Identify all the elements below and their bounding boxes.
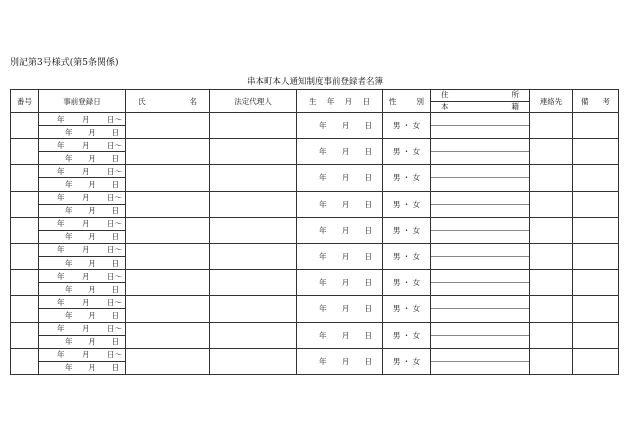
birth-year-label: 年 — [319, 225, 327, 235]
cell-legal-representative[interactable] — [210, 113, 297, 139]
cell-contact[interactable] — [530, 191, 573, 217]
cell-legal-representative[interactable] — [210, 270, 297, 296]
cell-number[interactable] — [11, 348, 39, 374]
birth-year-label: 年 — [319, 147, 327, 157]
cell-address-domicile[interactable] — [431, 270, 530, 296]
cell-legal-representative[interactable] — [210, 191, 297, 217]
birth-month-label: 月 — [341, 147, 350, 157]
header-address-1: 所 — [511, 90, 519, 100]
birth-month-label: 月 — [341, 173, 350, 183]
header-address-domicile — [431, 90, 530, 113]
date-month-label: 月 — [82, 166, 90, 176]
birth-day-label: 日 — [364, 225, 372, 235]
header-sex — [383, 90, 431, 113]
registry-rows — [11, 113, 619, 375]
cell-number[interactable] — [11, 165, 39, 191]
cell-registration-from[interactable] — [39, 139, 126, 152]
cell-contact[interactable] — [530, 322, 573, 348]
header-remarks-1: 考 — [602, 96, 610, 106]
cell-domicile[interactable] — [431, 362, 529, 374]
cell-legal-representative[interactable] — [210, 139, 297, 165]
table-row — [11, 296, 619, 309]
birth-day-label: 日 — [364, 278, 372, 288]
birth-year-label: 年 — [319, 304, 327, 314]
cell-number[interactable] — [11, 296, 39, 322]
birth-year-label: 年 — [319, 278, 327, 288]
cell-name[interactable] — [126, 243, 210, 269]
date-day-label: 日 — [111, 258, 119, 268]
date-day-label: 日 — [111, 232, 119, 242]
cell-address[interactable] — [431, 218, 529, 231]
cell-name[interactable] — [126, 296, 210, 322]
date-year-label: 年 — [65, 363, 73, 373]
cell-remarks[interactable] — [573, 243, 619, 269]
date-month-label: 月 — [88, 153, 96, 163]
cell-number[interactable] — [11, 191, 39, 217]
cell-registration-to[interactable] — [39, 178, 126, 191]
cell-address[interactable] — [431, 323, 529, 336]
cell-remarks[interactable] — [573, 296, 619, 322]
birth-month-label: 月 — [341, 356, 350, 366]
table-row — [11, 165, 619, 178]
cell-legal-representative[interactable] — [210, 217, 297, 243]
cell-registration-to[interactable] — [39, 204, 126, 217]
birth-month-label: 月 — [341, 252, 350, 262]
header-birth-2: 月 — [344, 96, 353, 106]
date-year-label: 年 — [65, 284, 73, 294]
cell-address-domicile[interactable] — [431, 243, 530, 269]
birth-year-label: 年 — [319, 173, 327, 183]
cell-sex[interactable]: 男 ・ 女 — [383, 139, 431, 165]
date-day-from-label: 日〜 — [107, 219, 122, 229]
birth-day-label: 日 — [364, 121, 372, 131]
birth-day-label: 日 — [364, 252, 372, 262]
cell-contact[interactable] — [530, 165, 573, 191]
birth-day-label: 日 — [364, 304, 372, 314]
date-month-label: 月 — [88, 284, 96, 294]
cell-registration-to[interactable] — [39, 152, 126, 165]
cell-sex[interactable]: 男 ・ 女 — [383, 296, 431, 322]
cell-sex[interactable]: 男 ・ 女 — [383, 113, 431, 139]
date-year-label: 年 — [57, 271, 65, 281]
cell-name[interactable] — [126, 270, 210, 296]
cell-number[interactable] — [11, 139, 39, 165]
date-day-from-label: 日〜 — [107, 166, 122, 176]
table-row — [11, 270, 619, 283]
birth-month-label: 月 — [341, 304, 350, 314]
cell-sex[interactable]: 男 ・ 女 — [383, 348, 431, 374]
date-day-label: 日 — [111, 284, 119, 294]
cell-contact[interactable] — [530, 270, 573, 296]
header-birth-1: 年 — [326, 96, 335, 106]
header-name — [126, 90, 210, 113]
date-year-label: 年 — [65, 232, 73, 242]
cell-remarks[interactable] — [573, 113, 619, 139]
form-label: 別記第3号様式(第5条関係) — [10, 58, 119, 68]
cell-registration-to[interactable] — [39, 230, 126, 243]
cell-birth-date[interactable] — [297, 243, 383, 269]
date-year-label: 年 — [57, 350, 65, 360]
cell-remarks[interactable] — [573, 165, 619, 191]
cell-registration-from[interactable] — [39, 113, 126, 126]
date-month-label: 月 — [82, 324, 90, 334]
cell-domicile[interactable] — [431, 336, 529, 348]
registry-table — [10, 89, 619, 375]
birth-month-label: 月 — [341, 121, 350, 131]
birth-year-label: 年 — [319, 330, 327, 340]
cell-address[interactable] — [431, 140, 529, 153]
cell-registration-to[interactable] — [39, 361, 126, 374]
date-year-label: 年 — [57, 140, 65, 150]
birth-day-label: 日 — [364, 147, 372, 157]
date-day-from-label: 日〜 — [107, 193, 122, 203]
birth-month-label: 月 — [341, 330, 350, 340]
date-year-label: 年 — [57, 219, 65, 229]
cell-sex[interactable]: 男 ・ 女 — [383, 165, 431, 191]
cell-name[interactable] — [126, 322, 210, 348]
table-row — [11, 348, 619, 361]
date-year-label: 年 — [65, 206, 73, 216]
cell-birth-date[interactable] — [297, 113, 383, 139]
cell-domicile[interactable] — [431, 126, 529, 138]
cell-birth-date[interactable] — [297, 165, 383, 191]
cell-sex[interactable]: 男 ・ 女 — [383, 322, 431, 348]
cell-address[interactable] — [431, 192, 529, 205]
cell-address-domicile[interactable] — [431, 139, 530, 165]
cell-registration-from[interactable] — [39, 270, 126, 283]
cell-registration-to[interactable] — [39, 126, 126, 139]
cell-name[interactable] — [126, 139, 210, 165]
header-remarks-0: 備 — [581, 96, 589, 106]
date-year-label: 年 — [57, 193, 65, 203]
date-month-label: 月 — [82, 350, 90, 360]
cell-registration-from[interactable] — [39, 243, 126, 256]
header-row — [11, 90, 619, 113]
cell-domicile[interactable] — [431, 205, 529, 217]
cell-registration-from[interactable] — [39, 348, 126, 361]
cell-domicile[interactable] — [431, 283, 529, 295]
birth-year-label: 年 — [319, 356, 327, 366]
birth-day-label: 日 — [364, 356, 372, 366]
date-day-from-label: 日〜 — [107, 245, 122, 255]
cell-sex[interactable]: 男 ・ 女 — [383, 243, 431, 269]
date-year-label: 年 — [65, 337, 73, 347]
date-year-label: 年 — [57, 297, 65, 307]
table-row — [11, 217, 619, 230]
header-contact: 連絡先 — [530, 90, 573, 113]
cell-domicile[interactable] — [431, 309, 529, 321]
date-year-label: 年 — [65, 127, 73, 137]
date-month-label: 月 — [82, 193, 90, 203]
cell-legal-representative[interactable] — [210, 165, 297, 191]
cell-address-domicile[interactable] — [431, 322, 530, 348]
table-row — [11, 243, 619, 256]
cell-registration-to[interactable] — [39, 257, 126, 270]
cell-remarks[interactable] — [573, 270, 619, 296]
header-sex-0: 性 — [389, 96, 397, 106]
cell-legal-representative[interactable] — [210, 296, 297, 322]
table-row — [11, 139, 619, 152]
cell-domicile[interactable] — [431, 152, 529, 164]
birth-year-label: 年 — [319, 252, 327, 262]
cell-remarks[interactable] — [573, 322, 619, 348]
table-row — [11, 322, 619, 335]
date-month-label: 月 — [88, 127, 96, 137]
cell-registration-from[interactable] — [39, 322, 126, 335]
cell-address[interactable] — [431, 297, 529, 310]
date-day-from-label: 日〜 — [107, 350, 122, 360]
cell-registration-from[interactable] — [39, 191, 126, 204]
cell-domicile[interactable] — [431, 178, 529, 190]
cell-sex[interactable]: 男 ・ 女 — [383, 270, 431, 296]
cell-name[interactable] — [126, 165, 210, 191]
cell-registration-to[interactable] — [39, 309, 126, 322]
cell-domicile[interactable] — [431, 231, 529, 243]
cell-contact[interactable] — [530, 296, 573, 322]
date-month-label: 月 — [82, 140, 90, 150]
date-day-label: 日 — [111, 363, 119, 373]
cell-birth-date[interactable] — [297, 270, 383, 296]
date-year-label: 年 — [65, 310, 73, 320]
cell-name[interactable] — [126, 217, 210, 243]
cell-address-domicile[interactable] — [431, 165, 530, 191]
date-day-label: 日 — [111, 180, 119, 190]
date-year-label: 年 — [57, 114, 65, 124]
cell-number[interactable] — [11, 113, 39, 139]
cell-birth-date[interactable] — [297, 296, 383, 322]
header-address-0: 住 — [441, 90, 449, 100]
cell-remarks[interactable] — [573, 348, 619, 374]
cell-birth-date[interactable] — [297, 217, 383, 243]
cell-address[interactable] — [431, 349, 529, 362]
header-sex-1: 別 — [416, 96, 424, 106]
birth-month-label: 月 — [341, 278, 350, 288]
date-month-label: 月 — [88, 180, 96, 190]
form-title: 串本町本人通知制度事前登録者名簿 — [246, 77, 383, 87]
cell-address-domicile[interactable] — [431, 348, 530, 374]
cell-address[interactable] — [431, 113, 529, 126]
cell-contact[interactable] — [530, 113, 573, 139]
header-birth-date — [297, 90, 383, 113]
date-month-label: 月 — [82, 271, 90, 281]
cell-birth-date[interactable] — [297, 139, 383, 165]
cell-legal-representative[interactable] — [210, 243, 297, 269]
birth-day-label: 日 — [364, 199, 372, 209]
birth-year-label: 年 — [319, 199, 327, 209]
cell-legal-representative[interactable] — [210, 322, 297, 348]
cell-contact[interactable] — [530, 348, 573, 374]
table-row — [11, 191, 619, 204]
cell-number[interactable] — [11, 243, 39, 269]
date-year-label: 年 — [65, 180, 73, 190]
cell-registration-from[interactable] — [39, 165, 126, 178]
date-month-label: 月 — [82, 245, 90, 255]
date-year-label: 年 — [65, 153, 73, 163]
cell-contact[interactable] — [530, 217, 573, 243]
date-day-from-label: 日〜 — [107, 140, 122, 150]
date-year-label: 年 — [57, 324, 65, 334]
cell-registration-to[interactable] — [39, 335, 126, 348]
date-month-label: 月 — [82, 114, 90, 124]
birth-year-label: 年 — [319, 121, 327, 131]
cell-registration-from[interactable] — [39, 296, 126, 309]
cell-contact[interactable] — [530, 243, 573, 269]
cell-birth-date[interactable] — [297, 348, 383, 374]
cell-domicile[interactable] — [431, 257, 529, 269]
header-domicile-0: 本 — [441, 101, 449, 111]
cell-address[interactable] — [431, 271, 529, 284]
cell-number[interactable] — [11, 322, 39, 348]
cell-number[interactable] — [11, 217, 39, 243]
header-number: 番号 — [11, 90, 39, 113]
date-day-label: 日 — [111, 206, 119, 216]
cell-legal-representative[interactable] — [210, 348, 297, 374]
birth-month-label: 月 — [341, 225, 350, 235]
cell-name[interactable] — [126, 191, 210, 217]
cell-address-domicile[interactable] — [431, 191, 530, 217]
cell-registration-from[interactable] — [39, 217, 126, 230]
date-year-label: 年 — [65, 258, 73, 268]
cell-name[interactable] — [126, 348, 210, 374]
cell-sex[interactable]: 男 ・ 女 — [383, 191, 431, 217]
cell-address-domicile[interactable] — [431, 296, 530, 322]
header-remarks — [573, 90, 619, 113]
cell-address-domicile[interactable] — [431, 113, 530, 139]
date-month-label: 月 — [88, 232, 96, 242]
cell-remarks[interactable] — [573, 217, 619, 243]
birth-month-label: 月 — [341, 199, 350, 209]
date-day-label: 日 — [111, 310, 119, 320]
header-name-b: 名 — [189, 96, 197, 106]
header-registration-date: 事前登録日 — [39, 90, 126, 113]
date-month-label: 月 — [88, 310, 96, 320]
cell-remarks[interactable] — [573, 139, 619, 165]
header-name-a: 氏 — [138, 96, 146, 106]
cell-sex[interactable]: 男 ・ 女 — [383, 217, 431, 243]
birth-day-label: 日 — [364, 330, 372, 340]
table-row — [11, 113, 619, 126]
date-month-label: 月 — [88, 337, 96, 347]
cell-remarks[interactable] — [573, 191, 619, 217]
date-year-label: 年 — [57, 245, 65, 255]
cell-number[interactable] — [11, 270, 39, 296]
date-month-label: 月 — [88, 206, 96, 216]
cell-address[interactable] — [431, 244, 529, 257]
cell-birth-date[interactable] — [297, 191, 383, 217]
date-day-from-label: 日〜 — [107, 324, 122, 334]
header-birth-3: 日 — [362, 96, 370, 106]
date-month-label: 月 — [88, 363, 96, 373]
date-day-label: 日 — [111, 127, 119, 137]
header-legal-representative: 法定代理人 — [210, 90, 297, 113]
cell-address-domicile[interactable] — [431, 217, 530, 243]
date-month-label: 月 — [82, 297, 90, 307]
date-month-label: 月 — [82, 219, 90, 229]
date-month-label: 月 — [88, 258, 96, 268]
cell-contact[interactable] — [530, 139, 573, 165]
date-day-from-label: 日〜 — [107, 271, 122, 281]
cell-name[interactable] — [126, 113, 210, 139]
cell-registration-to[interactable] — [39, 283, 126, 296]
date-day-label: 日 — [111, 337, 119, 347]
header-domicile-1: 籍 — [511, 101, 519, 111]
date-day-from-label: 日〜 — [107, 114, 122, 124]
date-year-label: 年 — [57, 166, 65, 176]
cell-birth-date[interactable] — [297, 322, 383, 348]
cell-address[interactable] — [431, 166, 529, 179]
header-birth-0: 生 — [309, 96, 317, 106]
birth-day-label: 日 — [364, 173, 372, 183]
date-day-label: 日 — [111, 153, 119, 163]
date-day-from-label: 日〜 — [107, 297, 122, 307]
